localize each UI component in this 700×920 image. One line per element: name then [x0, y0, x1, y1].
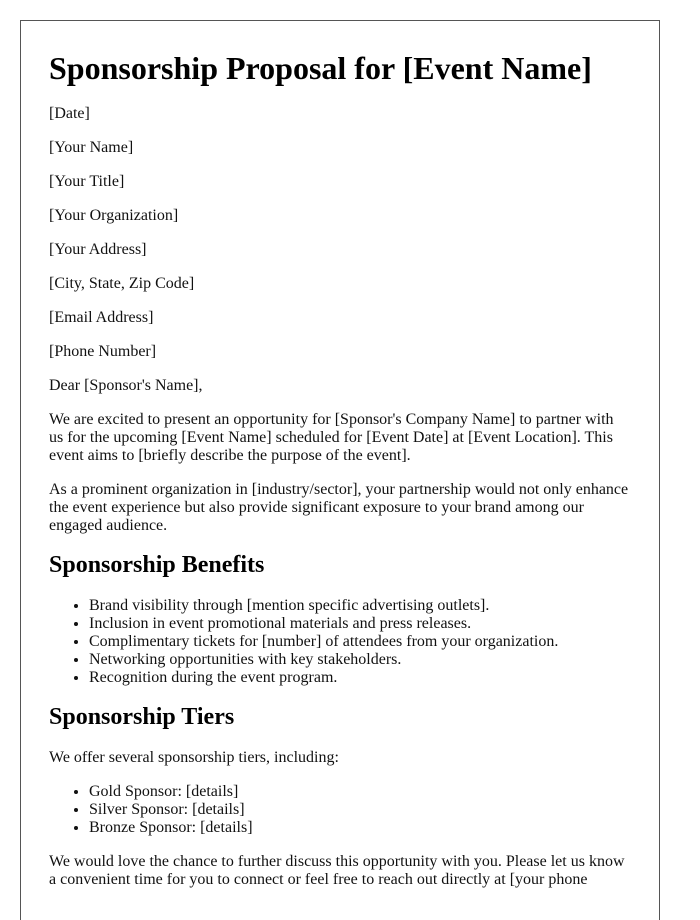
intro-paragraph-1: We are excited to present an opportunity for [Sponsor's Company Name] to partner with us for the upcoming [Event Name] scheduled for [Event Date] at [Event Location]. This event aims to [briefly describe the purpose of the event]. — [49, 411, 614, 464]
list-item: • Gold Sponsor: [details] — [89, 783, 631, 801]
sender-phone: [Phone Number] — [49, 343, 157, 360]
letter-page — [20, 20, 660, 920]
list-item: • Recognition during the event program. — [89, 669, 631, 687]
sender-address: [Your Address] — [49, 241, 147, 258]
list-item: • Bronze Sponsor: [details] — [89, 819, 631, 837]
salutation: Dear [Sponsor's Name], — [49, 377, 203, 394]
sender-city-state-zip: [City, State, Zip Code] — [49, 275, 195, 292]
tiers-list — [49, 783, 631, 837]
list-item: • Brand visibility through [mention specific advertising outlets]. — [89, 597, 631, 615]
tiers-intro: We offer several sponsorship tiers, including: — [49, 749, 339, 766]
list-item: • Silver Sponsor: [details] — [89, 801, 631, 819]
tiers-heading: Sponsorship Tiers — [49, 704, 235, 730]
sender-organization: [Your Organization] — [49, 207, 179, 224]
list-item: • Networking opportunities with key stakeholders. — [89, 651, 631, 669]
list-item: • Inclusion in event promotional materials and press releases. — [89, 615, 631, 633]
list-item: • Complimentary tickets for [number] of attendees from your organization. — [89, 633, 631, 651]
intro-paragraph-2: As a prominent organization in [industry/sector], your partnership would not only enhance the event experience but also provide significant exposure to your brand among our engaged audience. — [49, 481, 629, 534]
sender-name: [Your Name] — [49, 139, 134, 156]
closing-paragraph: We would love the chance to further discuss this opportunity with you. Please let us know a convenient time for you to connect or feel free to reach out directly at [your phone — [49, 853, 625, 888]
sender-email: [Email Address] — [49, 309, 154, 326]
benefits-heading: Sponsorship Benefits — [49, 552, 265, 578]
sender-title: [Your Title] — [49, 173, 125, 190]
sender-date: [Date] — [49, 105, 90, 122]
page-title: Sponsorship Proposal for [Event Name] — [49, 50, 592, 86]
benefits-list — [49, 597, 631, 687]
